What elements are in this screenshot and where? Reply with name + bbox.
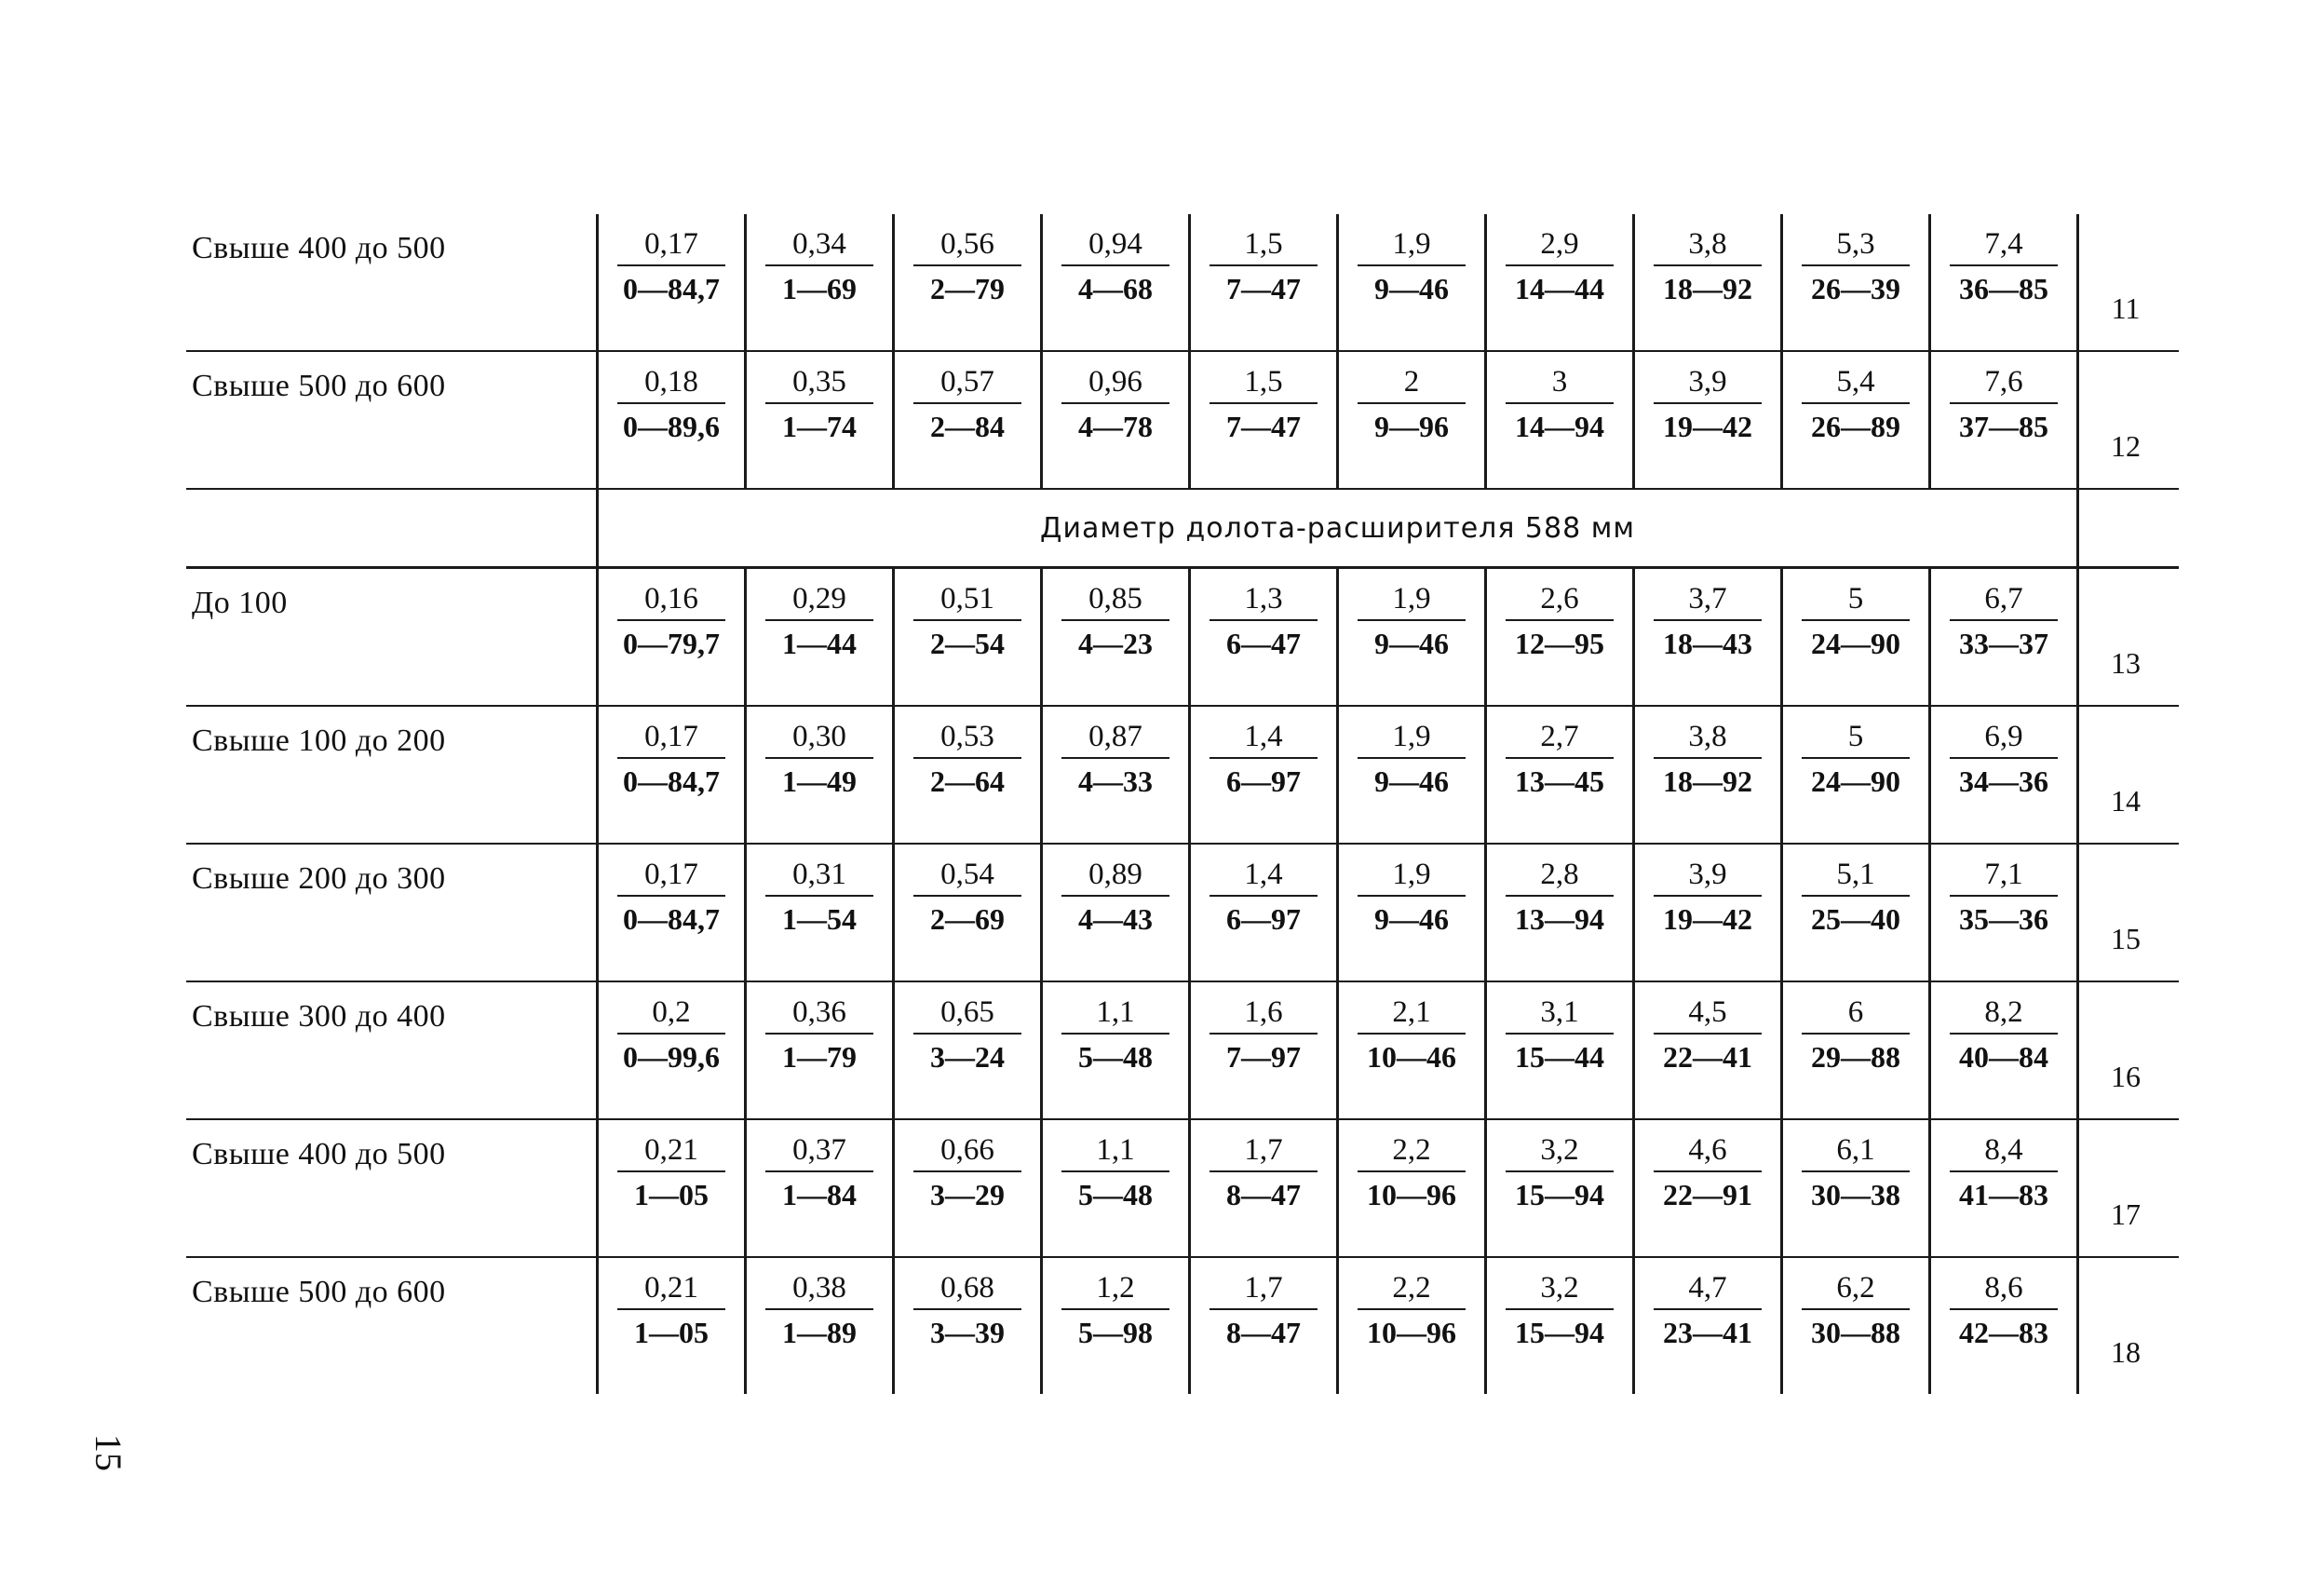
cell-denominator: 9—46	[1374, 272, 1449, 305]
row-label: Свыше 400 до 500	[192, 231, 446, 265]
cell-numerator: 5,3	[1802, 225, 1910, 266]
table-cell	[1931, 845, 2079, 981]
cell-numerator: 6	[1802, 994, 1910, 1035]
row-number: 16	[2111, 1060, 2141, 1093]
table-cell	[1339, 352, 1487, 488]
cell-numerator: 3,2	[1506, 1269, 1614, 1310]
cell-numerator: 0,87	[1061, 718, 1169, 759]
cell-numerator: 3,9	[1654, 856, 1762, 897]
cell-denominator: 15—44	[1515, 1040, 1604, 1074]
table-row	[186, 352, 2179, 490]
cell-denominator: 26—39	[1811, 272, 1900, 305]
cell-numerator: 8,2	[1950, 994, 2058, 1035]
table-row	[186, 214, 2179, 352]
cell-denominator: 25—40	[1811, 902, 1900, 936]
section-header-row	[186, 490, 2179, 569]
cell-denominator: 18—92	[1663, 272, 1752, 305]
table-cell	[1635, 1120, 1783, 1256]
table-cell	[1783, 1258, 1931, 1394]
cell-denominator: 6—97	[1226, 902, 1301, 936]
cell-numerator: 2,6	[1506, 580, 1614, 621]
cell-numerator: 0,36	[765, 994, 873, 1035]
row-number: 14	[2111, 784, 2141, 818]
table-cell	[1043, 352, 1191, 488]
cell-denominator: 5—48	[1078, 1178, 1153, 1211]
cell-numerator: 2	[1358, 363, 1466, 404]
cell-denominator: 1—79	[782, 1040, 857, 1074]
cell-denominator: 36—85	[1959, 272, 2048, 305]
cell-denominator: 1—44	[782, 627, 857, 660]
cell-denominator: 6—47	[1226, 627, 1301, 660]
table-cell	[1191, 352, 1339, 488]
table-cell	[1487, 214, 1635, 350]
table-cell	[1043, 982, 1191, 1118]
cell-denominator: 0—84,7	[623, 764, 720, 798]
table-cell	[895, 1258, 1043, 1394]
cell-numerator: 3,2	[1506, 1131, 1614, 1172]
table-cell	[1043, 214, 1191, 350]
table-cell	[1487, 707, 1635, 843]
cell-denominator: 12—95	[1515, 627, 1604, 660]
row-cells	[596, 352, 2079, 488]
cell-denominator: 14—44	[1515, 272, 1604, 305]
cell-numerator: 0,17	[617, 856, 725, 897]
cell-denominator: 24—90	[1811, 764, 1900, 798]
cell-numerator: 3,1	[1506, 994, 1614, 1035]
cell-denominator: 7—47	[1226, 272, 1301, 305]
cell-numerator: 5,4	[1802, 363, 1910, 404]
cell-denominator: 2—79	[930, 272, 1005, 305]
table-row	[186, 982, 2179, 1120]
cell-numerator: 0,2	[617, 994, 725, 1035]
cell-numerator: 1,5	[1210, 363, 1318, 404]
cell-denominator: 30—88	[1811, 1316, 1900, 1349]
page-number: 15	[88, 1434, 129, 1471]
cell-denominator: 1—69	[782, 272, 857, 305]
cell-numerator: 1,9	[1358, 225, 1466, 266]
row-cells	[596, 845, 2079, 981]
cell-denominator: 22—41	[1663, 1040, 1752, 1074]
cell-denominator: 35—36	[1959, 902, 2048, 936]
cell-numerator: 1,2	[1061, 1269, 1169, 1310]
row-cells	[596, 569, 2079, 705]
row-label: До 100	[192, 586, 288, 620]
cell-denominator: 1—84	[782, 1178, 857, 1211]
table-cell	[747, 1258, 895, 1394]
table-cell	[1783, 707, 1931, 843]
cell-denominator: 4—23	[1078, 627, 1153, 660]
cell-numerator: 2,7	[1506, 718, 1614, 759]
table-cell	[1191, 1258, 1339, 1394]
table-cell	[1339, 845, 1487, 981]
table-cell	[895, 707, 1043, 843]
table-cell	[599, 982, 747, 1118]
cell-denominator: 9—46	[1374, 764, 1449, 798]
table-cell	[1043, 845, 1191, 981]
cell-numerator: 2,8	[1506, 856, 1614, 897]
data-table	[186, 214, 2179, 1394]
table-cell	[1487, 982, 1635, 1118]
cell-numerator: 1,1	[1061, 1131, 1169, 1172]
cell-numerator: 4,5	[1654, 994, 1762, 1035]
cell-denominator: 34—36	[1959, 764, 2048, 798]
cell-numerator: 1,9	[1358, 580, 1466, 621]
cell-denominator: 42—83	[1959, 1316, 2048, 1349]
cell-numerator: 2,2	[1358, 1269, 1466, 1310]
section-header: Диаметр долота-расширителя 588 мм	[596, 490, 2079, 566]
cell-numerator: 0,30	[765, 718, 873, 759]
cell-numerator: 6,1	[1802, 1131, 1910, 1172]
table-cell	[1339, 707, 1487, 843]
cell-denominator: 8—47	[1226, 1316, 1301, 1349]
table-cell	[1635, 707, 1783, 843]
cell-denominator: 4—33	[1078, 764, 1153, 798]
cell-numerator: 5,1	[1802, 856, 1910, 897]
cell-numerator: 3,8	[1654, 718, 1762, 759]
cell-denominator: 1—89	[782, 1316, 857, 1349]
cell-denominator: 1—49	[782, 764, 857, 798]
table-cell	[1783, 1120, 1931, 1256]
cell-denominator: 1—05	[634, 1178, 709, 1211]
table-cell	[599, 569, 747, 705]
cell-denominator: 9—46	[1374, 627, 1449, 660]
table-row	[186, 1258, 2179, 1394]
cell-numerator: 4,7	[1654, 1269, 1762, 1310]
table-cell	[895, 1120, 1043, 1256]
table-cell	[747, 707, 895, 843]
cell-numerator: 1,1	[1061, 994, 1169, 1035]
table-cell	[747, 352, 895, 488]
cell-denominator: 9—96	[1374, 410, 1449, 443]
row-cells	[596, 1258, 2079, 1394]
table-cell	[1339, 982, 1487, 1118]
cell-numerator: 0,16	[617, 580, 725, 621]
cell-denominator: 2—84	[930, 410, 1005, 443]
row-number: 18	[2111, 1335, 2141, 1369]
row-number: 17	[2111, 1197, 2141, 1231]
table-cell	[1191, 569, 1339, 705]
row-number: 11	[2111, 291, 2141, 325]
cell-denominator: 40—84	[1959, 1040, 2048, 1074]
cell-numerator: 1,4	[1210, 856, 1318, 897]
cell-numerator: 6,7	[1950, 580, 2058, 621]
cell-denominator: 0—84,7	[623, 272, 720, 305]
table-cell	[895, 352, 1043, 488]
cell-denominator: 19—42	[1663, 410, 1752, 443]
cell-denominator: 13—94	[1515, 902, 1604, 936]
table-cell	[1635, 1258, 1783, 1394]
cell-numerator: 0,31	[765, 856, 873, 897]
cell-numerator: 4,6	[1654, 1131, 1762, 1172]
cell-numerator: 2,9	[1506, 225, 1614, 266]
table-cell	[1931, 569, 2079, 705]
table-cell	[1931, 1120, 2079, 1256]
table-cell	[1191, 845, 1339, 981]
cell-denominator: 26—89	[1811, 410, 1900, 443]
table-cell	[1487, 1120, 1635, 1256]
table-cell	[1931, 352, 2079, 488]
cell-denominator: 24—90	[1811, 627, 1900, 660]
cell-numerator: 7,1	[1950, 856, 2058, 897]
table-row	[186, 1120, 2179, 1258]
table-cell	[747, 214, 895, 350]
cell-numerator: 1,9	[1358, 856, 1466, 897]
table-cell	[747, 1120, 895, 1256]
cell-denominator: 0—79,7	[623, 627, 720, 660]
cell-denominator: 0—99,6	[623, 1040, 720, 1074]
table-cell	[1783, 214, 1931, 350]
cell-numerator: 7,6	[1950, 363, 2058, 404]
cell-denominator: 7—47	[1226, 410, 1301, 443]
table-cell	[1635, 569, 1783, 705]
cell-denominator: 4—78	[1078, 410, 1153, 443]
table-cell	[1487, 569, 1635, 705]
cell-numerator: 0,18	[617, 363, 725, 404]
table-cell	[1339, 1120, 1487, 1256]
cell-denominator: 3—24	[930, 1040, 1005, 1074]
table-cell	[895, 569, 1043, 705]
row-cells	[596, 707, 2079, 843]
cell-numerator: 5	[1802, 718, 1910, 759]
table-cell	[747, 982, 895, 1118]
table-cell	[1783, 352, 1931, 488]
table-cell	[1635, 214, 1783, 350]
row-label: Свыше 300 до 400	[192, 999, 446, 1034]
row-number: 15	[2111, 922, 2141, 955]
cell-numerator: 0,34	[765, 225, 873, 266]
cell-denominator: 2—64	[930, 764, 1005, 798]
table-cell	[895, 214, 1043, 350]
row-label: Свыше 500 до 600	[192, 369, 446, 403]
cell-denominator: 15—94	[1515, 1316, 1604, 1349]
row-label: Свыше 400 до 500	[192, 1137, 446, 1171]
table-cell	[1931, 214, 2079, 350]
cell-denominator: 13—45	[1515, 764, 1604, 798]
cell-denominator: 1—05	[634, 1316, 709, 1349]
cell-numerator: 2,1	[1358, 994, 1466, 1035]
row-label: Свыше 100 до 200	[192, 724, 446, 758]
table-cell	[1635, 352, 1783, 488]
table-cell	[1043, 1120, 1191, 1256]
cell-denominator: 14—94	[1515, 410, 1604, 443]
cell-numerator: 0,17	[617, 718, 725, 759]
cell-numerator: 0,21	[617, 1269, 725, 1310]
cell-numerator: 0,53	[913, 718, 1021, 759]
row-number: 12	[2111, 429, 2141, 463]
table-cell	[599, 845, 747, 981]
table-cell	[599, 707, 747, 843]
cell-denominator: 29—88	[1811, 1040, 1900, 1074]
table-cell	[1783, 845, 1931, 981]
cell-denominator: 5—98	[1078, 1316, 1153, 1349]
table-cell	[1043, 707, 1191, 843]
table-row	[186, 569, 2179, 707]
cell-numerator: 3	[1506, 363, 1614, 404]
table-cell	[1783, 982, 1931, 1118]
cell-denominator: 2—69	[930, 902, 1005, 936]
table-cell	[747, 845, 895, 981]
cell-numerator: 6,9	[1950, 718, 2058, 759]
cell-denominator: 4—43	[1078, 902, 1153, 936]
cell-numerator: 0,85	[1061, 580, 1169, 621]
table-cell	[1191, 1120, 1339, 1256]
cell-denominator: 23—41	[1663, 1316, 1752, 1349]
cell-denominator: 0—84,7	[623, 902, 720, 936]
cell-numerator: 5	[1802, 580, 1910, 621]
cell-denominator: 1—54	[782, 902, 857, 936]
cell-numerator: 8,4	[1950, 1131, 2058, 1172]
cell-numerator: 0,29	[765, 580, 873, 621]
table-cell	[1783, 569, 1931, 705]
cell-numerator: 1,3	[1210, 580, 1318, 621]
cell-denominator: 18—43	[1663, 627, 1752, 660]
cell-denominator: 41—83	[1959, 1178, 2048, 1211]
cell-denominator: 5—48	[1078, 1040, 1153, 1074]
table-cell	[1191, 982, 1339, 1118]
table-cell	[1339, 1258, 1487, 1394]
cell-numerator: 0,94	[1061, 225, 1169, 266]
row-cells	[596, 1120, 2079, 1256]
cell-denominator: 4—68	[1078, 272, 1153, 305]
cell-denominator: 30—38	[1811, 1178, 1900, 1211]
cell-numerator: 0,89	[1061, 856, 1169, 897]
cell-denominator: 6—97	[1226, 764, 1301, 798]
cell-numerator: 0,35	[765, 363, 873, 404]
table-cell	[599, 1258, 747, 1394]
table-cell	[1043, 569, 1191, 705]
table-cell	[1931, 707, 2079, 843]
cell-denominator: 9—46	[1374, 902, 1449, 936]
table-cell	[1339, 569, 1487, 705]
cell-numerator: 0,54	[913, 856, 1021, 897]
table-cell	[895, 845, 1043, 981]
cell-denominator: 33—37	[1959, 627, 2048, 660]
table-cell	[1487, 845, 1635, 981]
table-cell	[1191, 707, 1339, 843]
table-cell	[1635, 845, 1783, 981]
table-cell	[1487, 1258, 1635, 1394]
table-row	[186, 707, 2179, 845]
cell-numerator: 0,21	[617, 1131, 725, 1172]
table-cell	[599, 352, 747, 488]
cell-numerator: 7,4	[1950, 225, 2058, 266]
cell-denominator: 37—85	[1959, 410, 2048, 443]
table-cell	[599, 214, 747, 350]
cell-denominator: 2—54	[930, 627, 1005, 660]
cell-numerator: 2,2	[1358, 1131, 1466, 1172]
cell-numerator: 0,65	[913, 994, 1021, 1035]
cell-numerator: 3,9	[1654, 363, 1762, 404]
table-cell	[1635, 982, 1783, 1118]
row-number: 13	[2111, 646, 2141, 680]
row-cells	[596, 214, 2079, 350]
cell-denominator: 3—39	[930, 1316, 1005, 1349]
cell-denominator: 18—92	[1663, 764, 1752, 798]
cell-denominator: 10—96	[1367, 1178, 1456, 1211]
cell-numerator: 3,8	[1654, 225, 1762, 266]
row-label: Свыше 500 до 600	[192, 1275, 446, 1309]
cell-denominator: 22—91	[1663, 1178, 1752, 1211]
cell-numerator: 0,37	[765, 1131, 873, 1172]
table-cell	[1043, 1258, 1191, 1394]
table-cell	[1191, 214, 1339, 350]
table-row	[186, 845, 2179, 982]
cell-numerator: 0,38	[765, 1269, 873, 1310]
cell-numerator: 6,2	[1802, 1269, 1910, 1310]
cell-numerator: 0,96	[1061, 363, 1169, 404]
header-spacer	[186, 490, 596, 566]
cell-numerator: 1,7	[1210, 1131, 1318, 1172]
cell-numerator: 0,56	[913, 225, 1021, 266]
row-label: Свыше 200 до 300	[192, 861, 446, 896]
table-cell	[747, 569, 895, 705]
cell-numerator: 0,57	[913, 363, 1021, 404]
table-cell	[599, 1120, 747, 1256]
cell-denominator: 10—96	[1367, 1316, 1456, 1349]
cell-numerator: 0,68	[913, 1269, 1021, 1310]
cell-numerator: 1,9	[1358, 718, 1466, 759]
cell-denominator: 1—74	[782, 410, 857, 443]
cell-numerator: 0,51	[913, 580, 1021, 621]
cell-denominator: 8—47	[1226, 1178, 1301, 1211]
cell-denominator: 19—42	[1663, 902, 1752, 936]
cell-numerator: 1,5	[1210, 225, 1318, 266]
cell-denominator: 10—46	[1367, 1040, 1456, 1074]
cell-denominator: 7—97	[1226, 1040, 1301, 1074]
cell-numerator: 0,17	[617, 225, 725, 266]
cell-denominator: 0—89,6	[623, 410, 720, 443]
cell-numerator: 1,6	[1210, 994, 1318, 1035]
cell-numerator: 1,7	[1210, 1269, 1318, 1310]
table-cell	[1931, 1258, 2079, 1394]
cell-numerator: 0,66	[913, 1131, 1021, 1172]
table-cell	[1339, 214, 1487, 350]
cell-denominator: 15—94	[1515, 1178, 1604, 1211]
table-cell	[895, 982, 1043, 1118]
table-cell	[1487, 352, 1635, 488]
row-cells	[596, 982, 2079, 1118]
cell-denominator: 3—29	[930, 1178, 1005, 1211]
cell-numerator: 3,7	[1654, 580, 1762, 621]
cell-numerator: 1,4	[1210, 718, 1318, 759]
cell-numerator: 8,6	[1950, 1269, 2058, 1310]
table-cell	[1931, 982, 2079, 1118]
